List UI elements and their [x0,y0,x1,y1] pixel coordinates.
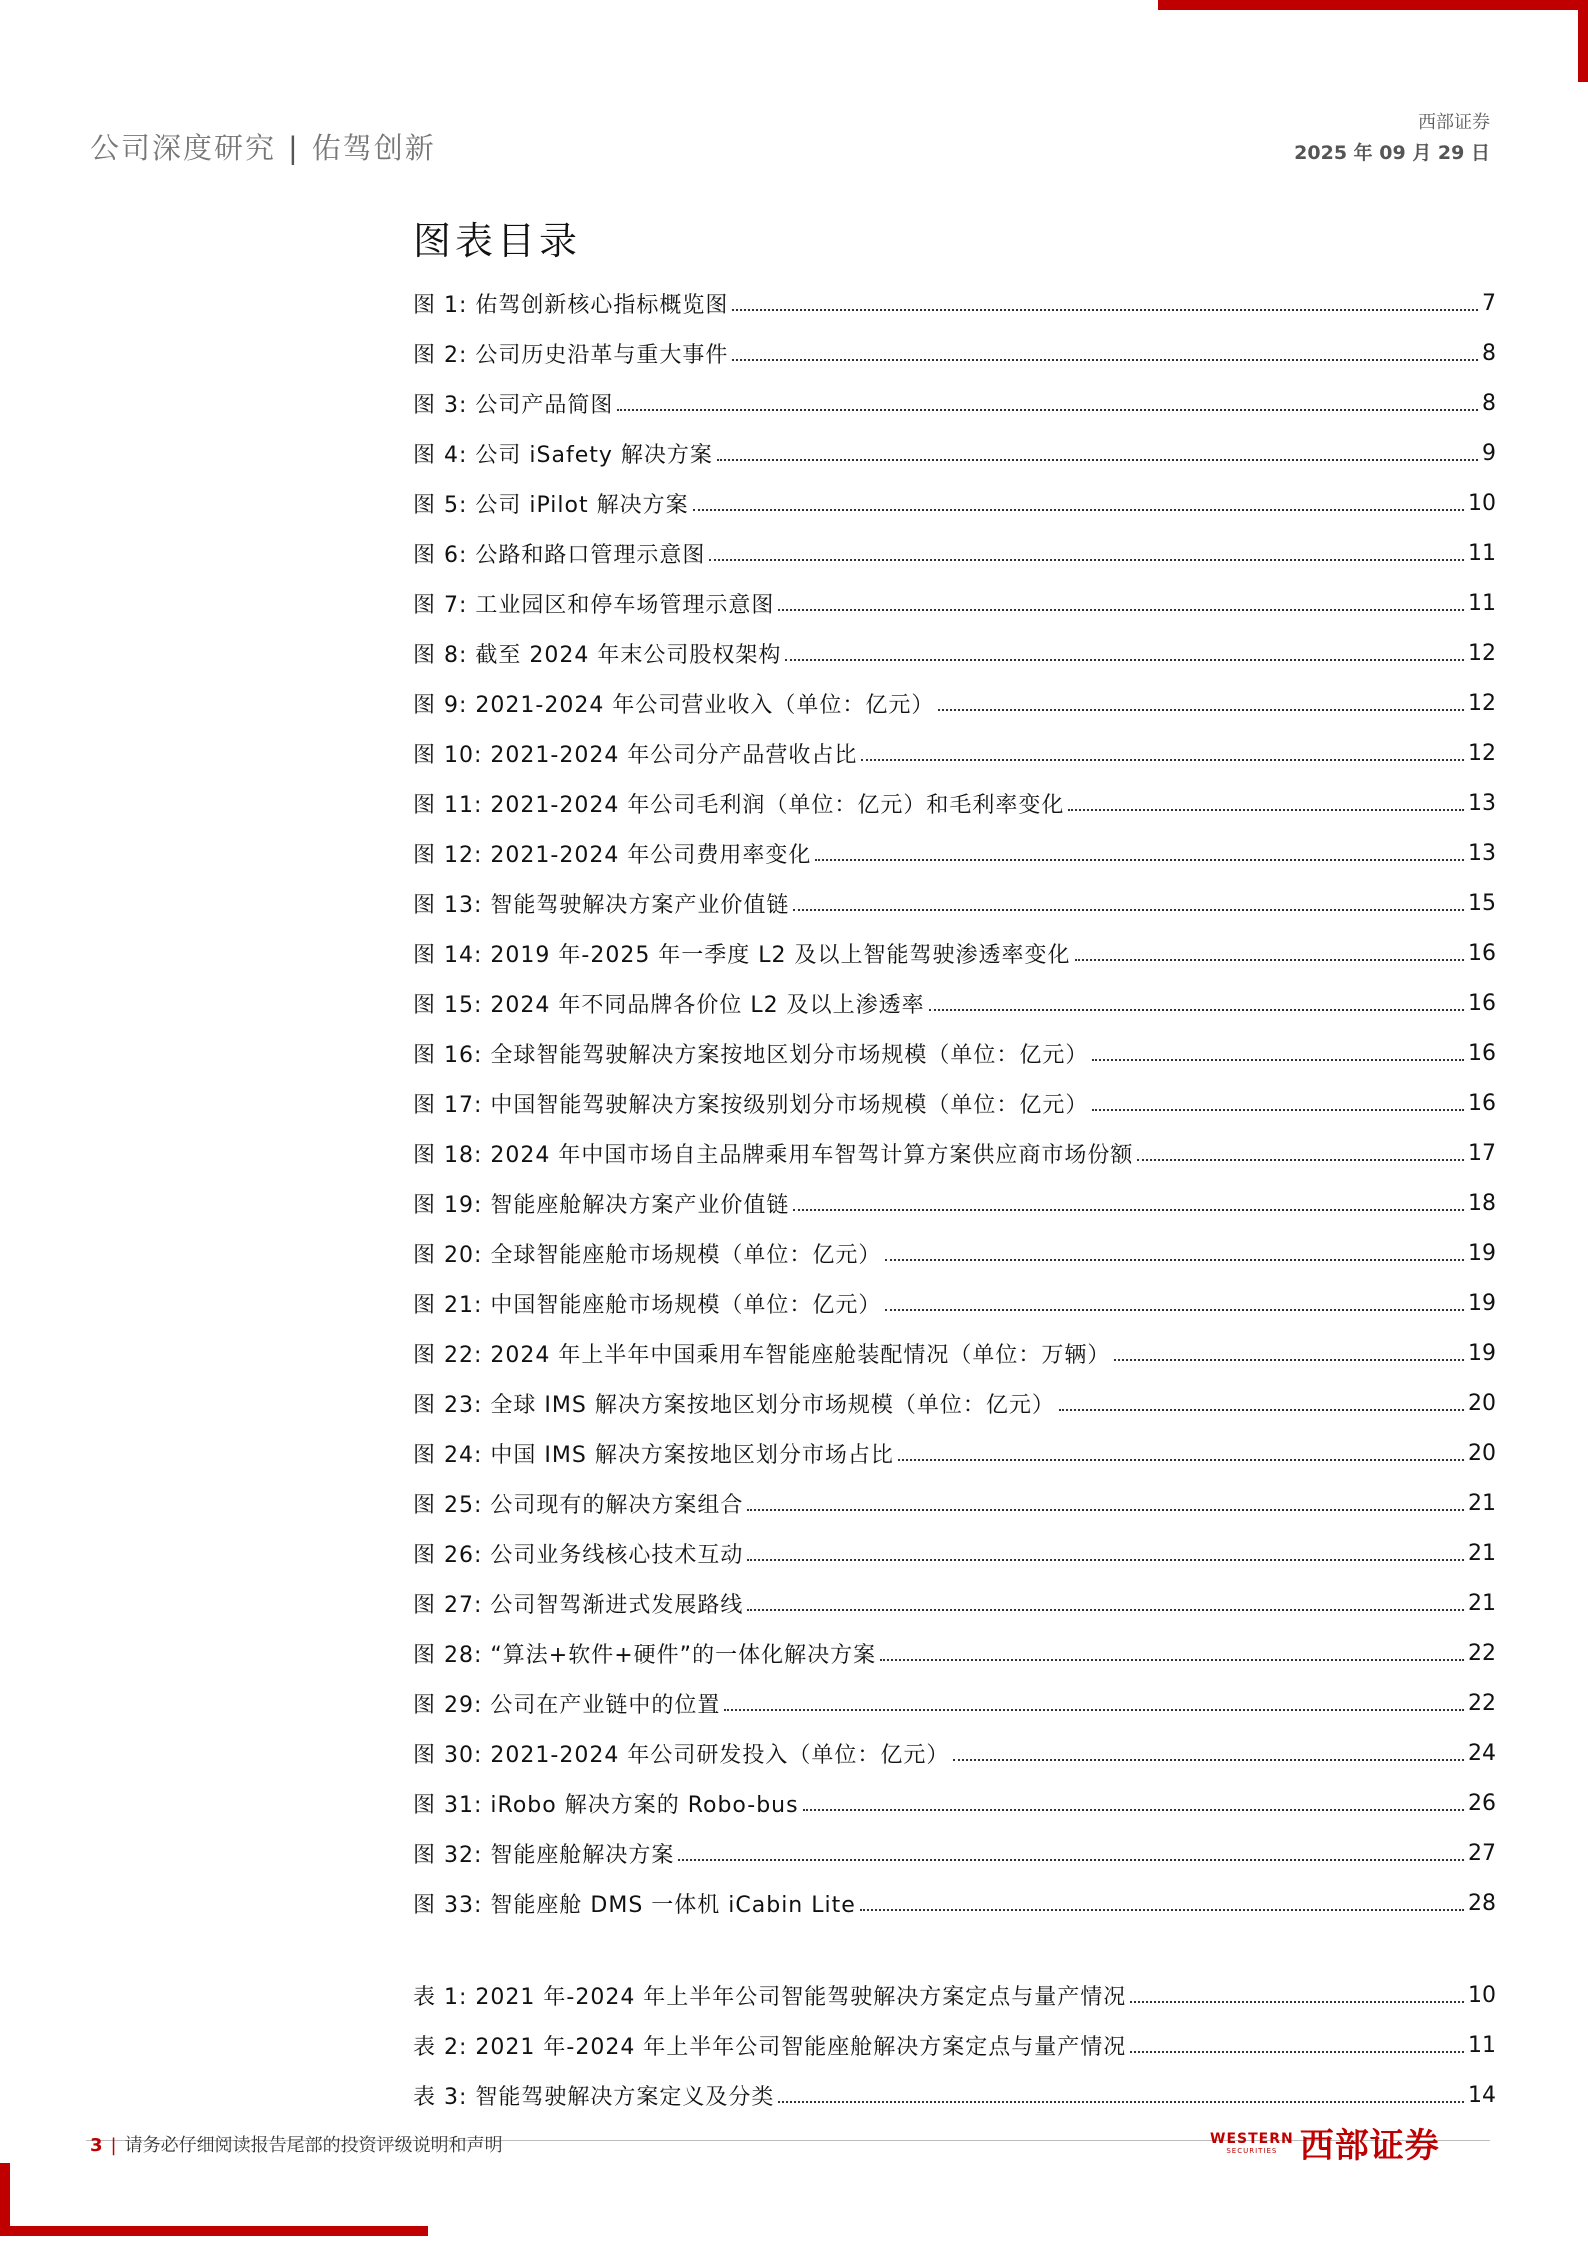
toc-leader-dots [1130,2001,1464,2003]
figure-entry[interactable] [413,428,1496,478]
toc-entry-label: 图 24: [413,1442,483,1468]
toc-entry-label: 图 14: [413,942,483,968]
toc-entry-label: 图 23: [413,1392,483,1418]
toc-page-number: 20 [1468,1390,1496,1416]
toc-entry-text: 中国智能驾驶解决方案按级别划分市场规模（单位：亿元） [490,1092,1089,1118]
toc-entry-label: 图 18: [413,1142,483,1168]
toc-leader-dots [1092,1059,1464,1061]
toc-entry-title [413,1888,856,1919]
toc-page-number: 21 [1468,1490,1496,1516]
toc-entry-text: “算法+软件+硬件”的一体化解决方案 [490,1642,877,1668]
footer-disclaimer: 请务必仔细阅读报告尾部的投资评级说明和声明 [124,2135,503,2156]
toc-entry-text: 公司历史沿革与重大事件 [475,342,729,368]
figure-entry[interactable] [413,1328,1496,1378]
toc-entry-text: 公司智驾渐进式发展路线 [490,1592,744,1618]
toc-title: 图表目录 [413,219,582,263]
toc-entry-text: 公司现有的解决方案组合 [490,1492,744,1518]
toc-page-number: 17 [1468,1140,1496,1166]
toc-leader-dots [747,1509,1464,1511]
toc-entry-text: 2021 年-2024 年上半年公司智能驾驶解决方案定点与量产情况 [475,1984,1127,2010]
toc-leader-dots [724,1709,1464,1711]
toc-list [413,278,1496,2120]
toc-page-number: 19 [1468,1290,1496,1316]
figure-entry[interactable] [413,978,1496,1028]
toc-entry-label: 图 10: [413,742,483,768]
toc-leader-dots [747,1559,1464,1561]
toc-page-number: 14 [1468,2082,1496,2108]
logo-chinese: 西部证券 [1299,2126,1440,2166]
toc-page-number: 20 [1468,1440,1496,1466]
toc-page-number: 11 [1468,2032,1496,2058]
toc-entry-label: 图 8: [413,642,468,668]
figure-entry[interactable] [413,1028,1496,1078]
toc-page-number: 22 [1468,1640,1496,1666]
toc-entry-text: 智能座舱 DMS 一体机 iCabin Lite [490,1892,856,1918]
toc-entry-label: 图 20: [413,1242,483,1268]
figure-entry[interactable] [413,778,1496,828]
figure-entry[interactable] [413,528,1496,578]
toc-entry-label: 图 30: [413,1742,483,1768]
table-entry[interactable] [413,1970,1496,2020]
toc-leader-dots [885,1259,1464,1261]
toc-entry-title [413,688,934,719]
toc-entry-title [413,1638,876,1669]
toc-entry-label: 图 26: [413,1542,483,1568]
figure-entry[interactable] [413,1878,1496,1928]
toc-leader-dots [880,1659,1464,1661]
figure-entry[interactable] [413,328,1496,378]
figure-entry[interactable] [413,1078,1496,1128]
toc-leader-dots [898,1459,1464,1461]
toc-entry-label: 图 32: [413,1842,483,1868]
toc-entry-title [413,338,728,369]
toc-page-number: 21 [1468,1590,1496,1616]
toc-leader-dots [1130,2051,1464,2053]
toc-page-number: 9 [1482,440,1496,466]
toc-leader-dots [693,509,1464,511]
toc-leader-dots [717,459,1478,461]
table-list [413,1970,1496,2120]
figure-entry[interactable] [413,1628,1496,1678]
toc-leader-dots [678,1859,1464,1861]
toc-leader-dots [938,709,1464,711]
toc-entry-title [413,1138,1133,1169]
toc-entry-title [413,1188,789,1219]
toc-leader-dots [709,559,1464,561]
header-section: 公司深度研究 [90,131,277,165]
toc-entry-label: 图 28: [413,1642,483,1668]
toc-entry-title [413,588,774,619]
toc-leader-dots [732,309,1478,311]
toc-entry-title [413,1438,894,1469]
toc-entry-label: 图 22: [413,1342,483,1368]
toc-entry-text: 佑驾创新核心指标概览图 [475,292,729,318]
toc-entry-label: 图 11: [413,792,483,818]
toc-leader-dots [732,359,1478,361]
figure-list [413,278,1496,1928]
toc-entry-label: 图 33: [413,1892,483,1918]
toc-entry-title [413,1038,1088,1069]
toc-entry-label: 图 13: [413,892,483,918]
figure-entry[interactable] [413,378,1496,428]
figure-entry[interactable] [413,1228,1496,1278]
toc-entry-text: 2021-2024 年公司分产品营收占比 [490,742,858,768]
toc-entry-text: 全球智能驾驶解决方案按地区划分市场规模（单位：亿元） [490,1042,1089,1068]
toc-entry-text: iRobo 解决方案的 Robo-bus [490,1792,799,1818]
toc-entry-title [413,938,1071,969]
toc-leader-dots [747,1609,1464,1611]
toc-entry-title [413,1688,720,1719]
toc-entry-label: 图 3: [413,392,468,418]
figure-entry[interactable] [413,678,1496,728]
toc-leader-dots [885,1309,1464,1311]
toc-leader-dots [785,659,1464,661]
toc-entry-label: 图 7: [413,592,468,618]
toc-leader-dots [1114,1359,1464,1361]
toc-page-number: 19 [1468,1340,1496,1366]
toc-leader-dots [803,1809,1464,1811]
figure-entry[interactable] [413,878,1496,928]
figure-entry[interactable] [413,1128,1496,1178]
toc-entry-text: 公司在产业链中的位置 [490,1692,721,1718]
toc-page-number: 7 [1482,290,1496,316]
toc-entry-text: 智能座舱解决方案产业价值链 [490,1192,790,1218]
toc-leader-dots [778,609,1464,611]
toc-entry-label: 表 2: [413,2034,468,2060]
toc-entry-text: 公司 iPilot 解决方案 [475,492,689,518]
toc-page-number: 16 [1468,940,1496,966]
toc-page-number: 21 [1468,1540,1496,1566]
toc-entry-label: 图 16: [413,1042,483,1068]
header-date: 2025 年 09 月 29 日 [1294,142,1490,164]
toc-page-number: 10 [1468,490,1496,516]
logo-english-word: WESTERN [1210,2130,1294,2147]
toc-entry-title [413,1338,1110,1369]
toc-leader-dots [861,759,1464,761]
toc-leader-dots [1068,809,1464,811]
footer [90,2131,503,2157]
toc-entry-title [413,438,713,469]
figure-entry[interactable] [413,628,1496,678]
toc-entry-text: 截至 2024 年末公司股权架构 [475,642,782,668]
toc-page-number: 11 [1468,540,1496,566]
toc-page-number: 12 [1468,640,1496,666]
toc-leader-dots [1092,1109,1464,1111]
toc-entry-text: 2021-2024 年公司营业收入（单位：亿元） [475,692,935,718]
toc-entry-text: 2021-2024 年公司毛利润（单位：亿元）和毛利率变化 [490,792,1065,818]
toc-entry-title [413,1238,881,1269]
toc-leader-dots [1059,1409,1464,1411]
toc-entry-title [413,1288,881,1319]
toc-page-number: 16 [1468,1040,1496,1066]
table-entry[interactable] [413,2020,1496,2070]
header-separator: | [288,131,300,165]
figure-entry[interactable] [413,1478,1496,1528]
figure-entry[interactable] [413,1378,1496,1428]
toc-entry-label: 图 15: [413,992,483,1018]
figure-entry[interactable] [413,928,1496,978]
figure-entry[interactable] [413,1278,1496,1328]
toc-entry-label: 图 27: [413,1592,483,1618]
toc-entry-label: 图 31: [413,1792,483,1818]
top-corner-bar-vertical [1578,0,1588,82]
toc-entry-title [413,1788,799,1819]
toc-entry-title [413,288,728,319]
toc-entry-label: 表 1: [413,1984,468,2010]
toc-entry-text: 中国智能座舱市场规模（单位：亿元） [490,1292,882,1318]
toc-page-number: 15 [1468,890,1496,916]
toc-entry-title [413,1088,1088,1119]
toc-leader-dots [617,409,1478,411]
toc-entry-label: 图 29: [413,1692,483,1718]
toc-page-number: 19 [1468,1240,1496,1266]
toc-entry-label: 图 9: [413,692,468,718]
toc-leader-dots [778,2101,1464,2103]
toc-entry-label: 图 4: [413,442,468,468]
top-corner-bar [1158,0,1588,10]
toc-entry-text: 智能驾驶解决方案定义及分类 [475,2084,775,2110]
toc-entry-label: 图 5: [413,492,468,518]
bottom-corner-bar [0,2226,428,2236]
figure-entry[interactable] [413,1528,1496,1578]
toc-entry-text: 公路和路口管理示意图 [475,542,706,568]
toc-entry-title [413,638,781,669]
figure-entry[interactable] [413,1728,1496,1778]
figure-entry[interactable] [413,1578,1496,1628]
toc-entry-text: 2021-2024 年公司研发投入（单位：亿元） [490,1742,950,1768]
toc-page-number: 8 [1482,340,1496,366]
toc-entry-text: 中国 IMS 解决方案按地区划分市场占比 [490,1442,894,1468]
toc-page-number: 8 [1482,390,1496,416]
figure-entry[interactable] [413,278,1496,328]
toc-entry-title [413,2030,1126,2061]
toc-page-number: 10 [1468,1982,1496,2008]
toc-gap [413,1928,1496,1970]
toc-entry-label: 表 3: [413,2084,468,2110]
bottom-corner-bar-vertical [0,2163,10,2236]
toc-entry-text: 公司产品简图 [475,392,614,418]
toc-entry-title [413,888,789,919]
toc-page-number: 24 [1468,1740,1496,1766]
publisher-logo [1210,2118,1440,2167]
toc-entry-text: 智能座舱解决方案 [490,1842,675,1868]
toc-entry-title [413,1588,743,1619]
toc-entry-text: 2019 年-2025 年一季度 L2 及以上智能驾驶渗透率变化 [490,942,1071,968]
toc-entry-text: 2024 年上半年中国乘用车智能座舱装配情况（单位：万辆） [490,1342,1111,1368]
figure-entry[interactable] [413,1678,1496,1728]
toc-entry-text: 智能驾驶解决方案产业价值链 [490,892,790,918]
toc-entry-label: 图 21: [413,1292,483,1318]
page-number: 3 [90,2135,103,2156]
toc-page-number: 27 [1468,1840,1496,1866]
toc-entry-title [413,738,857,769]
toc-entry-title [413,388,613,419]
toc-entry-text: 2021-2024 年公司费用率变化 [490,842,812,868]
toc-page-number: 11 [1468,590,1496,616]
toc-entry-text: 2024 年不同品牌各价位 L2 及以上渗透率 [490,992,925,1018]
toc-entry-label: 图 17: [413,1092,483,1118]
toc-entry-title [413,488,689,519]
figure-entry[interactable] [413,1178,1496,1228]
toc-entry-title [413,1838,674,1869]
toc-entry-title [413,1388,1055,1419]
toc-entry-label: 图 6: [413,542,468,568]
toc-leader-dots [1075,959,1464,961]
toc-entry-label: 图 2: [413,342,468,368]
header-publisher: 西部证券 [1418,112,1490,133]
footer-separator: | [110,2135,117,2156]
figure-entry[interactable] [413,1428,1496,1478]
table-entry[interactable] [413,2070,1496,2120]
toc-entry-text: 公司 iSafety 解决方案 [475,442,713,468]
toc-entry-title [413,988,925,1019]
toc-page-number: 13 [1468,840,1496,866]
toc-entry-text: 2021 年-2024 年上半年公司智能座舱解决方案定点与量产情况 [475,2034,1127,2060]
toc-entry-title [413,1488,743,1519]
figure-entry[interactable] [413,478,1496,528]
toc-page-number: 16 [1468,990,1496,1016]
figure-entry[interactable] [413,828,1496,878]
header-company: 佑驾创新 [311,131,436,165]
toc-entry-title [413,2080,774,2111]
toc-entry-text: 全球 IMS 解决方案按地区划分市场规模（单位：亿元） [490,1392,1055,1418]
toc-page-number: 13 [1468,790,1496,816]
toc-entry-text: 工业园区和停车场管理示意图 [475,592,775,618]
toc-entry-title [413,1980,1126,2011]
toc-leader-dots [815,859,1464,861]
toc-entry-label: 图 25: [413,1492,483,1518]
toc-leader-dots [1137,1159,1464,1161]
toc-entry-title [413,1538,743,1569]
toc-leader-dots [793,1209,1464,1211]
toc-entry-label: 图 1: [413,292,468,318]
figure-entry[interactable] [413,1828,1496,1878]
figure-entry[interactable] [413,578,1496,628]
toc-page-number: 12 [1468,740,1496,766]
toc-entry-text: 全球智能座舱市场规模（单位：亿元） [490,1242,882,1268]
toc-page-number: 26 [1468,1790,1496,1816]
toc-entry-title [413,838,811,869]
toc-entry-label: 图 12: [413,842,483,868]
toc-leader-dots [793,909,1464,911]
toc-entry-title [413,788,1064,819]
toc-leader-dots [860,1909,1464,1911]
toc-leader-dots [929,1009,1464,1011]
toc-page-number: 28 [1468,1890,1496,1916]
header-meta [1294,108,1490,168]
toc-entry-text: 2024 年中国市场自主品牌乘用车智驾计算方案供应商市场份额 [490,1142,1134,1168]
logo-english [1210,2131,1294,2155]
toc-page-number: 16 [1468,1090,1496,1116]
logo-english-sub: SECURITIES [1226,2146,1278,2155]
toc-entry-title [413,538,705,569]
header-title [90,126,436,167]
toc-leader-dots [953,1759,1464,1761]
toc-entry-label: 图 19: [413,1192,483,1218]
figure-entry[interactable] [413,1778,1496,1828]
toc-page-number: 22 [1468,1690,1496,1716]
toc-entry-text: 公司业务线核心技术互动 [490,1542,744,1568]
figure-entry[interactable] [413,728,1496,778]
toc-page-number: 12 [1468,690,1496,716]
toc-page-number: 18 [1468,1190,1496,1216]
toc-entry-title [413,1738,949,1769]
